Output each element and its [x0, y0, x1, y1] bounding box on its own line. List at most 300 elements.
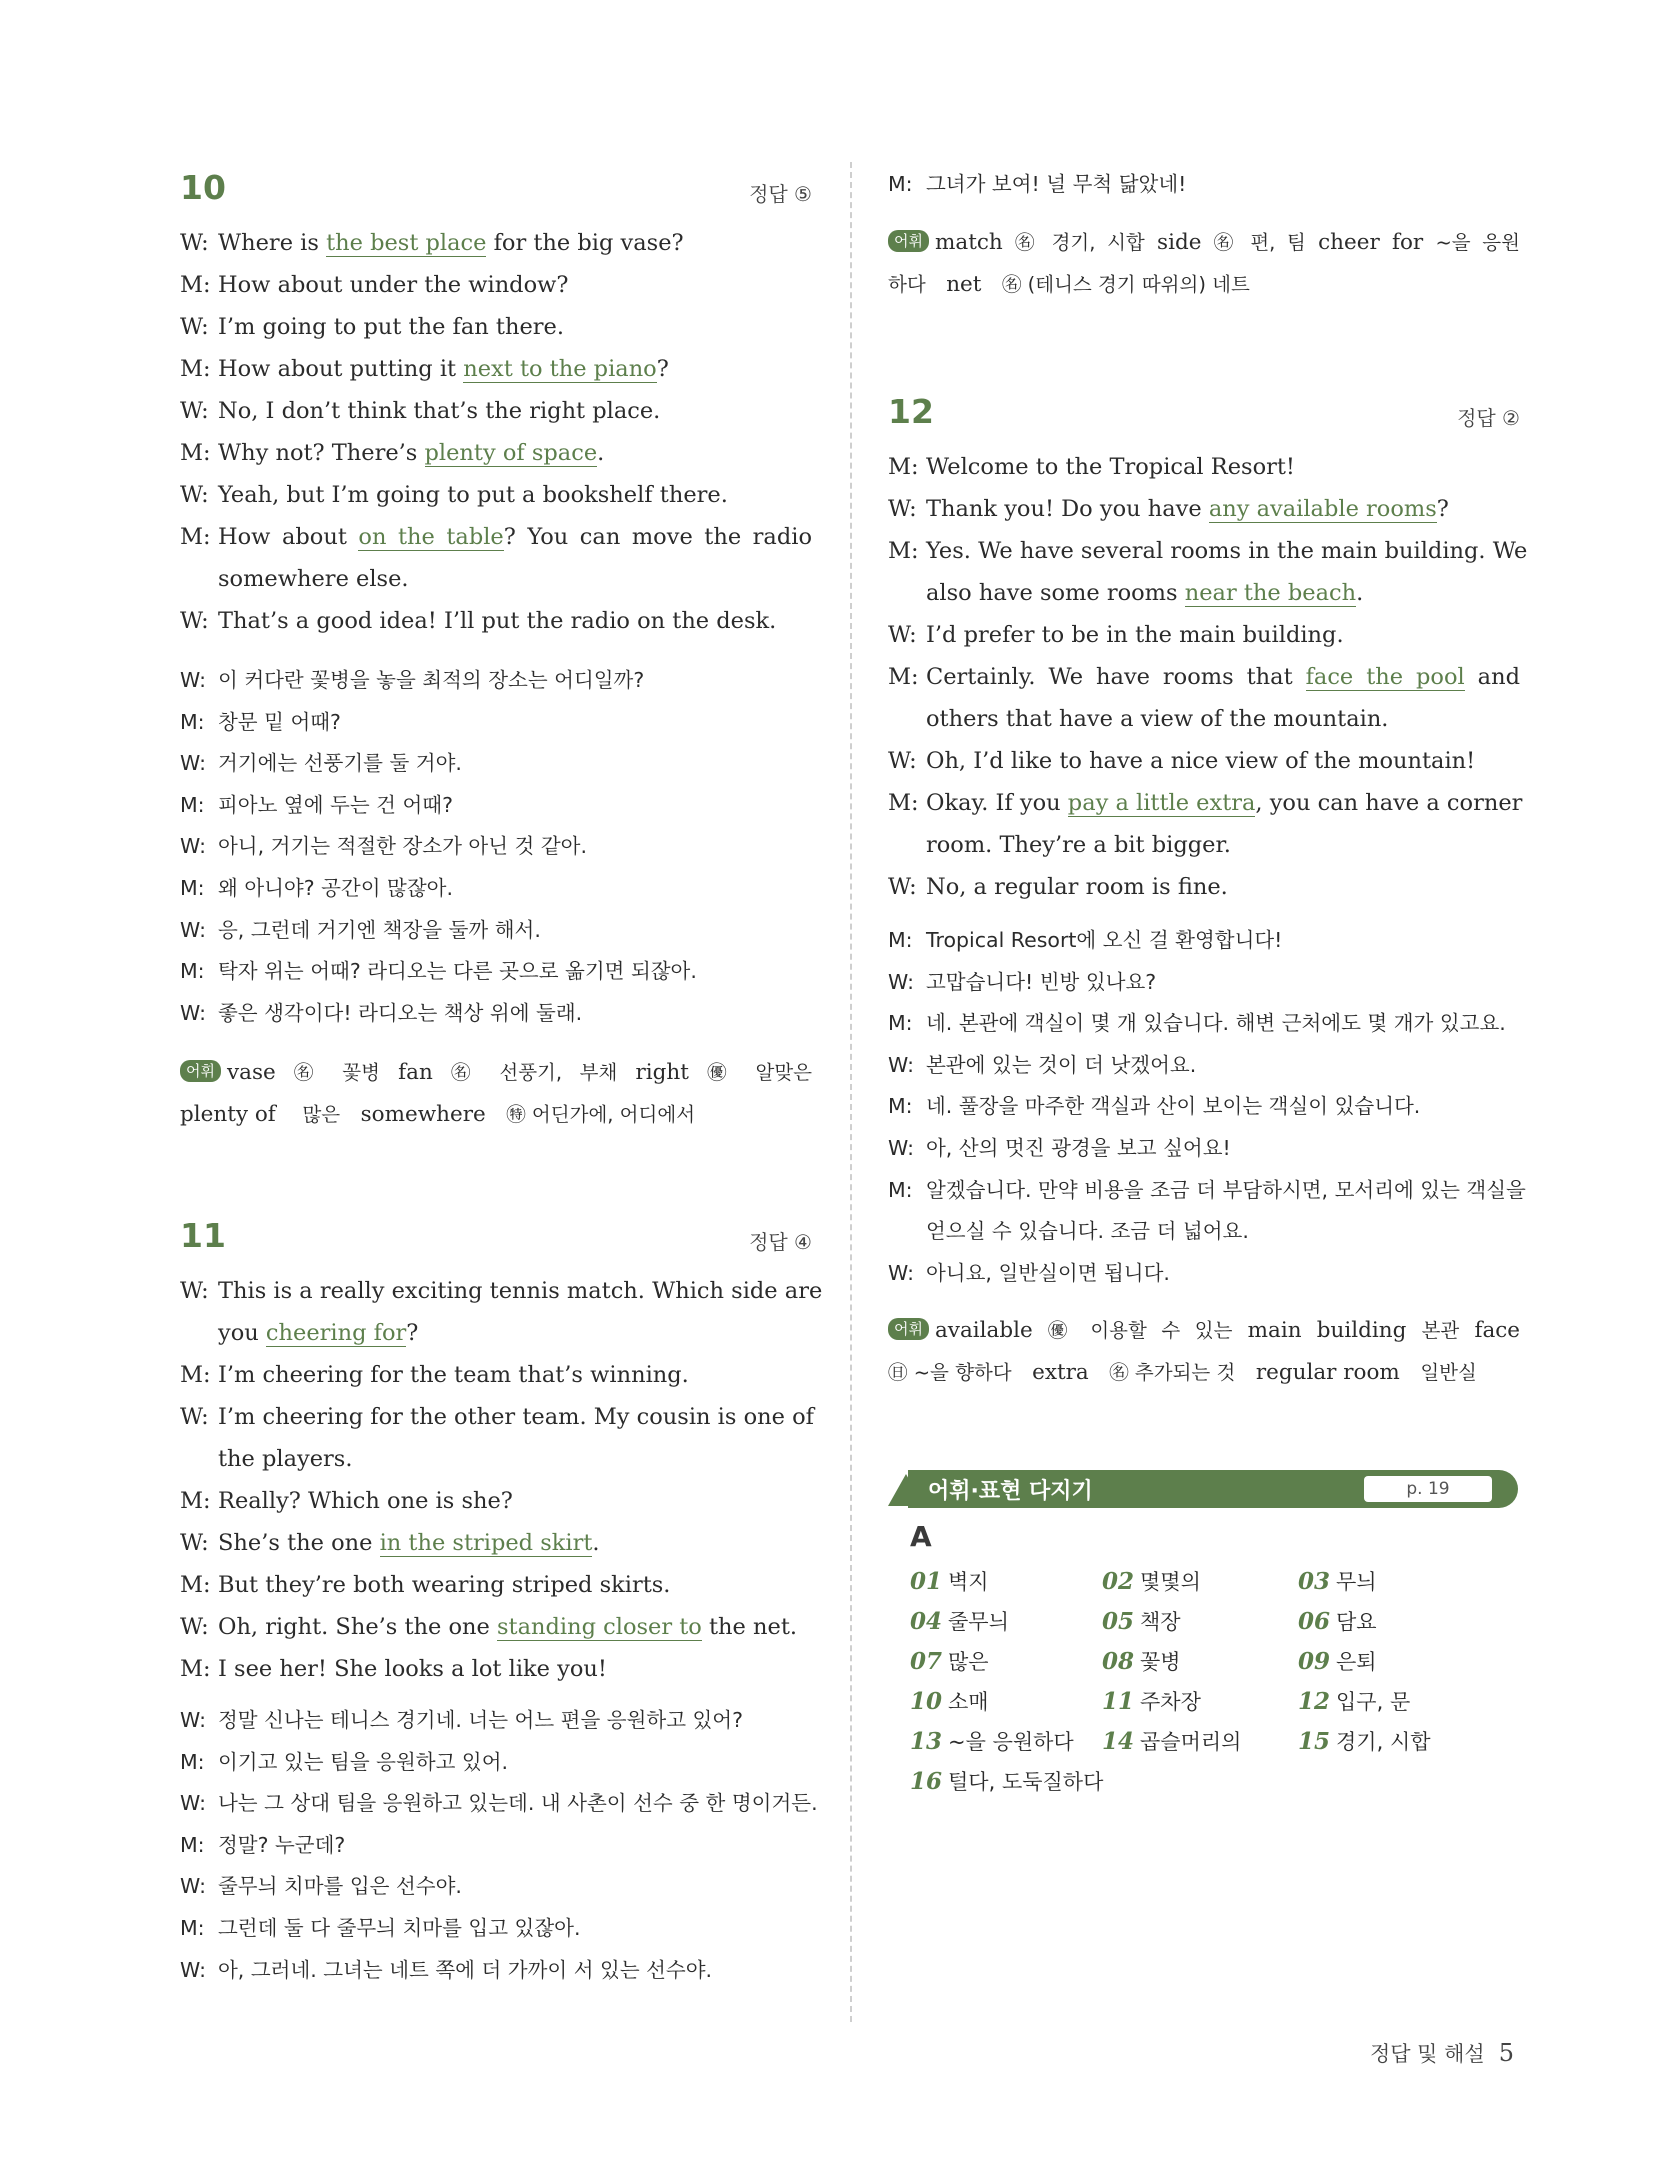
- vocab-row: [888, 1310, 1520, 1352]
- dialogue-line: [888, 446, 1520, 488]
- speaker-label: W:: [888, 622, 917, 648]
- review-item-number: 01: [910, 1568, 943, 1595]
- translation-text: 탁자 위는 어때? 라디오는 다른 곳으로 옮기면 되잖아.: [218, 959, 697, 984]
- speaker-label: M:: [888, 790, 919, 816]
- translation-line: [180, 702, 812, 744]
- translation-line: [180, 1866, 812, 1908]
- question-10-header: [180, 168, 812, 208]
- translation-text: 좋은 생각이다! 라디오는 책상 위에 둘래.: [218, 1000, 583, 1025]
- dialogue-text: you: [218, 1320, 266, 1346]
- speaker-label: W:: [180, 1614, 209, 1640]
- question-number: 12: [888, 392, 934, 431]
- speaker-label: W:: [180, 668, 206, 692]
- speaker-label: W:: [180, 1404, 209, 1430]
- translation-line: [888, 1211, 1520, 1253]
- vocab-row: [888, 1352, 1520, 1394]
- dialogue-text: .: [597, 440, 605, 466]
- vocab-meaning: ㊝ 알맞은: [707, 1061, 812, 1084]
- dialogue-text: others that have a view of the mountain.: [926, 706, 1389, 732]
- dialogue-text: No, a regular room is fine.: [926, 874, 1228, 900]
- dialogue-text: for the big vase?: [486, 230, 684, 256]
- dialogue-line: [180, 1270, 823, 1312]
- answer-label: 정답 ⑤: [749, 182, 812, 206]
- vocab-meaning: ㊔ 꽃병: [293, 1061, 380, 1084]
- vocab-meaning: ㊐ ~을 향하다: [888, 1361, 1012, 1384]
- speaker-label: M:: [180, 875, 205, 900]
- dialogue-line: [180, 1648, 812, 1690]
- translation-line: [180, 660, 812, 702]
- q10-english-dialogue: [180, 222, 812, 642]
- answer-label: 정답 ②: [1457, 406, 1520, 430]
- question-number: 10: [180, 168, 226, 207]
- vocab-meaning: ㊔ 선풍기, 부채: [450, 1061, 618, 1084]
- vocab-meaning: ㊝ 이용할 수 있는: [1047, 1319, 1233, 1342]
- q11-vocabulary: [888, 222, 1520, 306]
- vocab-meaning: ㊔ 편, 팀: [1213, 231, 1306, 254]
- dialogue-line: [180, 1480, 812, 1522]
- answer-blank-text: cheering for: [265, 1320, 407, 1346]
- dialogue-line: [180, 516, 812, 558]
- translation-line: [888, 164, 1520, 206]
- speaker-label: W:: [180, 751, 206, 776]
- dialogue-line: [180, 306, 812, 348]
- vocab-meaning: ㊔ (테니스 경기 따위의) 네트: [1001, 273, 1250, 296]
- speaker-label: M:: [888, 664, 919, 690]
- review-item: [910, 1726, 1074, 1756]
- review-item: [910, 1646, 989, 1676]
- translation-line: [180, 826, 812, 868]
- speaker-label: M:: [888, 172, 913, 196]
- translation-line: [888, 1128, 1520, 1170]
- dialogue-line: [180, 1354, 812, 1396]
- speaker-label: W:: [180, 314, 209, 340]
- translation-text: 그런데 둘 다 줄무늬 치마를 입고 있잖아.: [218, 1915, 581, 1940]
- speaker-label: M:: [180, 272, 211, 298]
- speaker-label: W:: [888, 496, 917, 522]
- review-title: 어휘·표현 다지기: [928, 1479, 1093, 1504]
- speaker-label: M:: [180, 1832, 205, 1857]
- translation-line: [180, 1908, 812, 1950]
- dialogue-line: [180, 390, 812, 432]
- review-item: [910, 1766, 1103, 1796]
- vocab-meaning: ~을 응원: [1435, 231, 1520, 254]
- vocab-badge: 어휘: [888, 1318, 929, 1340]
- review-item-answer: 곱슬머리의: [1140, 1730, 1242, 1754]
- review-item-answer: 책장: [1140, 1610, 1181, 1634]
- review-item: [1102, 1566, 1201, 1596]
- translation-text: Tropical Resort에 오신 걸 환영합니다!: [926, 928, 1283, 952]
- dialogue-line: [180, 1522, 812, 1564]
- dialogue-line: [888, 614, 1520, 656]
- review-item: [1298, 1606, 1377, 1636]
- translation-text: 아, 그러네. 그녀는 네트 쪽에 더 가까이 서 있는 선수야.: [218, 1957, 713, 1982]
- review-item-answer: 은퇴: [1336, 1650, 1377, 1674]
- translation-text: 창문 밑 어때?: [218, 709, 341, 734]
- vocab-badge: 어휘: [180, 1060, 221, 1082]
- speaker-label: M:: [180, 1488, 211, 1514]
- review-banner: [888, 1470, 1518, 1508]
- translation-line: [180, 743, 812, 785]
- review-item: [1298, 1566, 1377, 1596]
- vocab-word: vase: [226, 1060, 276, 1085]
- dialogue-text: room. They’re a bit bigger.: [926, 832, 1231, 858]
- translation-text: 아니, 거기는 적절한 장소가 아닌 것 같아.: [218, 834, 587, 859]
- vocab-row: [888, 264, 1520, 306]
- vocab-word: extra: [1032, 1360, 1089, 1385]
- vocab-word: side: [1157, 230, 1202, 255]
- translation-line: [180, 1700, 812, 1742]
- speaker-label: M:: [180, 1915, 205, 1940]
- review-item: [1298, 1686, 1410, 1716]
- review-row: [910, 1726, 1510, 1766]
- vocab-word: regular room: [1255, 1360, 1400, 1385]
- question-number: 11: [180, 1216, 226, 1255]
- review-item-number: 07: [910, 1648, 943, 1675]
- q11-korean-dialogue-continued: [888, 164, 1520, 206]
- review-item: [1298, 1646, 1377, 1676]
- q10-korean-dialogue: [180, 660, 812, 1034]
- review-item-answer: 담요: [1336, 1610, 1377, 1634]
- review-item-number: 12: [1298, 1688, 1331, 1715]
- q11-korean-dialogue: [180, 1700, 818, 1991]
- review-item-number: 13: [910, 1728, 943, 1755]
- speaker-label: W:: [180, 1278, 209, 1304]
- dialogue-text: How about under the window?: [218, 272, 569, 298]
- vocab-word: somewhere: [360, 1102, 486, 1127]
- translation-line: [888, 1003, 1520, 1045]
- dialogue-line: [180, 1564, 812, 1606]
- dialogue-text: Where is: [218, 230, 327, 256]
- vocab-meaning: 많은: [296, 1103, 341, 1126]
- review-item-answer: 경기, 시합: [1336, 1730, 1431, 1754]
- speaker-label: W:: [888, 969, 914, 994]
- vocab-meaning: ㊔ 추가되는 것: [1109, 1361, 1236, 1384]
- review-item-number: 03: [1298, 1568, 1331, 1595]
- dialogue-text: ?: [1436, 496, 1449, 522]
- review-item-number: 04: [910, 1608, 943, 1635]
- speaker-label: W:: [180, 482, 209, 508]
- translation-line: [180, 910, 812, 952]
- translation-line: [180, 1783, 818, 1825]
- dialogue-text: Why not? There’s: [218, 440, 425, 466]
- speaker-label: M:: [180, 524, 211, 550]
- dialogue-text: Really? Which one is she?: [218, 1488, 513, 1514]
- dialogue-line: [180, 432, 812, 474]
- translation-line: [180, 993, 812, 1035]
- dialogue-line: [888, 698, 1520, 740]
- dialogue-text: But they’re both wearing striped skirts.: [218, 1572, 671, 1598]
- vocab-meaning: 일반실: [1420, 1361, 1477, 1384]
- dialogue-line: [888, 656, 1520, 698]
- q11-english-dialogue: [180, 1270, 823, 1690]
- review-item-answer: 꽃병: [1140, 1650, 1181, 1674]
- speaker-label: W:: [180, 1708, 206, 1732]
- vocab-word: fan: [398, 1060, 433, 1085]
- answer-blank-text: in the striped skirt: [379, 1530, 593, 1556]
- translation-text: 아, 산의 멋진 광경을 보고 싶어요!: [926, 1135, 1231, 1160]
- vocab-meaning: ㊕ 어딘가에, 어디에서: [506, 1103, 696, 1126]
- review-item-answer: ~을 응원하다: [948, 1730, 1074, 1754]
- speaker-label: M:: [888, 454, 919, 480]
- speaker-label: W:: [888, 1052, 914, 1077]
- translation-line: [888, 920, 1520, 962]
- translation-line: [180, 785, 812, 827]
- footer-label: 정답 및 해설: [1369, 2042, 1485, 2066]
- speaker-label: W:: [180, 917, 206, 942]
- dialogue-text: Okay. If you: [926, 790, 1068, 816]
- translation-line: [180, 1742, 812, 1784]
- review-item: [1298, 1726, 1431, 1756]
- speaker-label: W:: [180, 230, 209, 256]
- vocab-word: plenty of: [180, 1102, 276, 1127]
- review-page-ref: p. 19: [1364, 1476, 1492, 1502]
- review-item-answer: 줄무늬: [948, 1610, 1009, 1634]
- speaker-label: M:: [180, 1749, 205, 1774]
- review-row: [910, 1566, 1510, 1606]
- q12-korean-dialogue: [888, 920, 1526, 1294]
- review-item: [910, 1606, 1009, 1636]
- translation-line: [180, 1825, 812, 1867]
- vocab-word: net: [946, 272, 982, 297]
- vocab-word: match: [934, 230, 1003, 255]
- answer-blank-text: near the beach: [1184, 580, 1357, 606]
- dialogue-text: .: [592, 1530, 600, 1556]
- speaker-label: M:: [888, 1011, 913, 1036]
- review-item: [1102, 1726, 1241, 1756]
- review-item-number: 15: [1298, 1728, 1331, 1755]
- q12-english-dialogue: [888, 446, 1528, 908]
- dialogue-text: the players.: [218, 1446, 353, 1472]
- speaker-label: M:: [888, 928, 913, 952]
- dialogue-line: [180, 558, 812, 600]
- question-11-header: [180, 1216, 812, 1256]
- q12-vocabulary: [888, 1310, 1520, 1394]
- review-item-answer: 털다, 도둑질하다: [948, 1770, 1104, 1794]
- review-row: [910, 1646, 1510, 1686]
- dialogue-line: [180, 600, 812, 642]
- vocab-word: main building: [1247, 1318, 1407, 1343]
- speaker-label: M:: [888, 538, 919, 564]
- dialogue-text: I’m cheering for the other team. My cousin is one of: [218, 1404, 814, 1430]
- translation-text: 얻으실 수 있습니다. 조금 더 넓어요.: [926, 1219, 1249, 1244]
- dialogue-text: the net.: [701, 1614, 798, 1640]
- dialogue-text: I’m going to put the fan there.: [218, 314, 565, 340]
- dialogue-text: Welcome to the Tropical Resort!: [926, 454, 1295, 480]
- review-item: [910, 1686, 989, 1716]
- translation-line: [888, 962, 1520, 1004]
- dialogue-line: [888, 530, 1528, 572]
- dialogue-text: How about: [218, 524, 359, 550]
- translation-text: 아니요, 일반실이면 됩니다.: [926, 1260, 1170, 1285]
- dialogue-text: , you can have a corner: [1255, 790, 1523, 816]
- review-item-number: 14: [1102, 1728, 1135, 1755]
- review-item: [910, 1566, 989, 1596]
- translation-text: 정말 신나는 테니스 경기네. 너는 어느 편을 응원하고 있어?: [218, 1708, 743, 1732]
- review-item-number: 08: [1102, 1648, 1135, 1675]
- vocab-row: [180, 1094, 812, 1136]
- speaker-label: W:: [180, 1000, 206, 1025]
- dialogue-line: [180, 222, 812, 264]
- review-item-answer: 많은: [948, 1650, 989, 1674]
- answer-blank-text: face the pool: [1305, 664, 1465, 690]
- answer-blank-text: next to the piano: [463, 356, 657, 382]
- dialogue-line: [888, 488, 1520, 530]
- review-row: [910, 1606, 1510, 1646]
- dialogue-text: ?: [406, 1320, 419, 1346]
- review-section-label: A: [910, 1520, 932, 1553]
- translation-text: 피아노 옆에 두는 건 어때?: [218, 792, 453, 817]
- speaker-label: M:: [180, 1656, 211, 1682]
- dialogue-line: [888, 824, 1520, 866]
- review-answer-grid: [910, 1566, 1510, 1806]
- answer-blank-text: standing closer to: [497, 1614, 702, 1640]
- translation-text: 이기고 있는 팀을 응원하고 있어.: [218, 1749, 509, 1774]
- speaker-label: W:: [888, 1135, 914, 1160]
- review-item-number: 16: [910, 1768, 943, 1795]
- translation-line: [180, 868, 812, 910]
- speaker-label: W:: [180, 398, 209, 424]
- translation-text: 왜 아니야? 공간이 많잖아.: [218, 875, 453, 900]
- speaker-label: M:: [180, 959, 205, 984]
- speaker-label: M:: [180, 1362, 211, 1388]
- answer-blank-text: any available rooms: [1208, 496, 1437, 522]
- translation-line: [180, 951, 812, 993]
- speaker-label: W:: [888, 748, 917, 774]
- dialogue-text: How about putting it: [218, 356, 464, 382]
- speaker-label: M:: [180, 356, 211, 382]
- review-item-number: 02: [1102, 1568, 1135, 1595]
- speaker-label: W:: [180, 608, 209, 634]
- translation-text: 정말? 누군데?: [218, 1832, 346, 1857]
- speaker-label: W:: [888, 874, 917, 900]
- dialogue-line: [888, 740, 1520, 782]
- speaker-label: W:: [180, 1957, 206, 1982]
- review-item-answer: 몇몇의: [1140, 1570, 1201, 1594]
- speaker-label: W:: [180, 1530, 209, 1556]
- dialogue-text: She’s the one: [218, 1530, 380, 1556]
- translation-text: 네. 풀장을 마주한 객실과 산이 보이는 객실이 있습니다.: [926, 1094, 1421, 1119]
- vocab-meaning: 하다: [888, 273, 926, 296]
- translation-text: 고맙습니다! 빈방 있나요?: [926, 969, 1157, 994]
- page-footer: [1370, 2038, 1514, 2068]
- translation-text: 네. 본관에 객실이 몇 개 있습니다. 해변 근처에도 몇 개가 있고요.: [926, 1011, 1506, 1036]
- review-item-number: 10: [910, 1688, 943, 1715]
- dialogue-text: and: [1464, 664, 1520, 690]
- dialogue-line: [180, 264, 812, 306]
- dialogue-text: I see her! She looks a lot like you!: [218, 1656, 607, 1682]
- translation-text: 이 커다란 꽃병을 놓을 최적의 장소는 어디일까?: [218, 668, 645, 692]
- dialogue-text: That’s a good idea! I’ll put the radio on the desk.: [218, 608, 777, 634]
- vocab-badge: 어휘: [888, 230, 929, 252]
- vocab-meaning: 본관: [1421, 1319, 1460, 1342]
- review-item-answer: 소매: [948, 1690, 989, 1714]
- dialogue-line: [180, 348, 812, 390]
- dialogue-text: This is a really exciting tennis match. Which side are: [218, 1278, 823, 1304]
- dialogue-line: [888, 866, 1520, 908]
- speaker-label: M:: [180, 440, 211, 466]
- speaker-label: M:: [180, 709, 205, 734]
- review-row: [910, 1766, 1510, 1806]
- vocab-word: available: [934, 1318, 1033, 1343]
- translation-text: 응, 그런데 거기엔 책장을 둘까 해서.: [218, 917, 541, 942]
- q10-vocabulary: [180, 1052, 812, 1136]
- review-item-answer: 입구, 문: [1336, 1690, 1411, 1714]
- answer-blank-text: pay a little extra: [1067, 790, 1256, 816]
- dialogue-text: somewhere else.: [218, 566, 409, 592]
- review-item: [1102, 1606, 1181, 1636]
- dialogue-line: [180, 1312, 812, 1354]
- dialogue-text: I’m cheering for the team that’s winning.: [218, 1362, 689, 1388]
- page-number: 5: [1498, 2039, 1514, 2067]
- translation-line: [888, 1170, 1526, 1212]
- vocab-word: cheer for: [1318, 230, 1424, 255]
- vocab-word: face: [1474, 1318, 1521, 1343]
- translation-text: 나는 그 상대 팀을 응원하고 있는데. 내 사촌이 선수 중 한 명이거든.: [218, 1791, 818, 1816]
- review-row: [910, 1686, 1510, 1726]
- dialogue-line: [888, 572, 1520, 614]
- speaker-label: M:: [888, 1094, 913, 1119]
- translation-line: [888, 1045, 1520, 1087]
- answer-label: 정답 ④: [749, 1230, 812, 1254]
- translation-text: 거기에는 선풍기를 둘 거야.: [218, 751, 462, 776]
- dialogue-text: I’d prefer to be in the main building.: [926, 622, 1344, 648]
- dialogue-line: [180, 1396, 812, 1438]
- dialogue-text: ? You can move the radio: [503, 524, 812, 550]
- speaker-label: W:: [888, 1260, 914, 1285]
- dialogue-line: [888, 782, 1523, 824]
- speaker-label: W:: [180, 1791, 206, 1816]
- column-divider: [850, 162, 852, 2022]
- dialogue-text: also have some rooms: [926, 580, 1185, 606]
- speaker-label: M:: [888, 1177, 913, 1202]
- answer-blank-text: the best place: [326, 230, 487, 256]
- translation-line: [888, 1253, 1520, 1295]
- speaker-label: W:: [180, 1874, 206, 1899]
- vocab-word: right: [635, 1060, 689, 1085]
- review-item-answer: 무늬: [1336, 1570, 1377, 1594]
- translation-text: 본관에 있는 것이 더 낫겠어요.: [926, 1052, 1197, 1077]
- answer-blank-text: on the table: [358, 524, 504, 550]
- vocab-row: [180, 1052, 812, 1094]
- translation-line: [180, 1950, 812, 1992]
- review-item-answer: 벽지: [948, 1570, 989, 1594]
- speaker-label: M:: [180, 792, 205, 817]
- translation-text: 그녀가 보여! 널 무척 닮았네!: [926, 172, 1187, 196]
- dialogue-text: Yes. We have several rooms in the main building. We: [926, 538, 1528, 564]
- speaker-label: W:: [180, 834, 206, 859]
- answer-blank-text: plenty of space: [424, 440, 598, 466]
- question-12-header: [888, 392, 1520, 432]
- vocab-meaning: ㊔ 경기, 시합: [1015, 231, 1145, 254]
- dialogue-text: No, I don’t think that’s the right place.: [218, 398, 661, 424]
- review-item-number: 06: [1298, 1608, 1331, 1635]
- dialogue-line: [180, 1606, 812, 1648]
- translation-text: 줄무늬 치마를 입은 선수야.: [218, 1874, 462, 1899]
- dialogue-text: .: [1356, 580, 1364, 606]
- dialogue-line: [180, 474, 812, 516]
- review-item-number: 11: [1102, 1688, 1135, 1715]
- review-item-number: 09: [1298, 1648, 1331, 1675]
- dialogue-text: Thank you! Do you have: [926, 496, 1209, 522]
- vocab-row: [888, 222, 1520, 264]
- translation-line: [888, 1086, 1520, 1128]
- translation-text: 알겠습니다. 만약 비용을 조금 더 부담하시면, 모서리에 있는 객실을: [926, 1177, 1526, 1202]
- dialogue-text: ?: [656, 356, 669, 382]
- review-item-number: 05: [1102, 1608, 1135, 1635]
- speaker-label: M:: [180, 1572, 211, 1598]
- dialogue-text: Oh, I’d like to have a nice view of the mountain!: [926, 748, 1476, 774]
- review-item: [1102, 1686, 1201, 1716]
